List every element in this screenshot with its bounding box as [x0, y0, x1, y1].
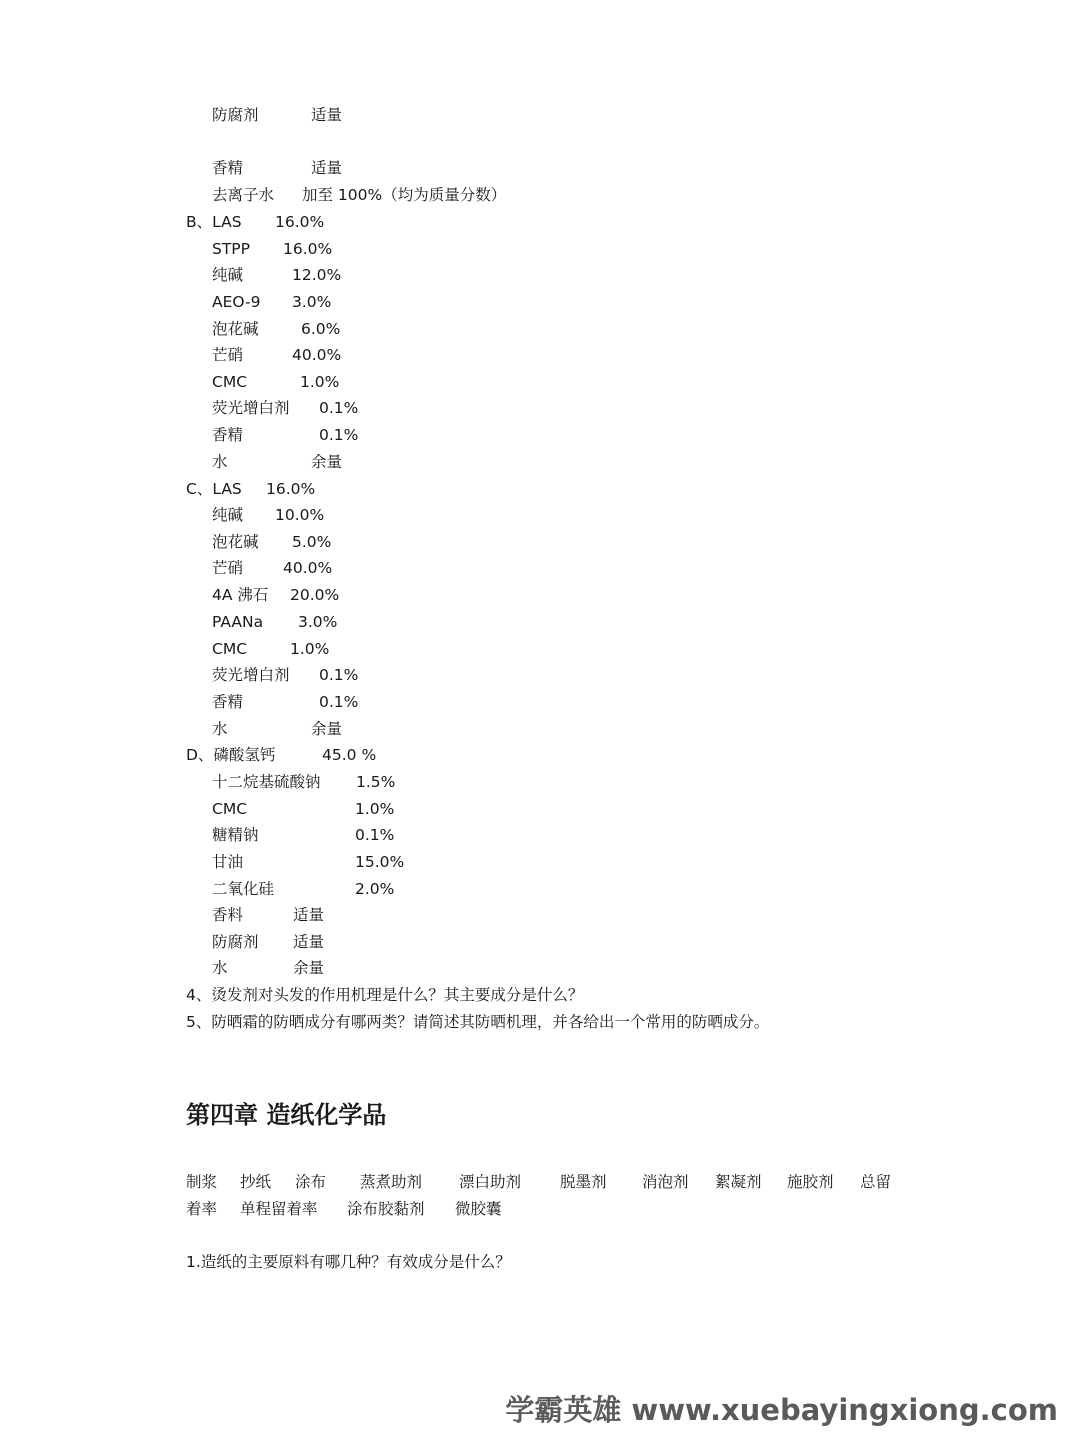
formula-row-value: 10.0% — [275, 506, 325, 524]
keyword-term: 漂白助剂 — [459, 1173, 522, 1191]
keyword-term: 涂布胶黏剂 — [347, 1200, 425, 1218]
formula-row-value: 45.0 % — [322, 746, 377, 764]
formula-row-value: 3.0% — [292, 293, 332, 311]
formula-row-value: 16.0% — [266, 480, 316, 498]
formula-row-value: 余量 — [311, 453, 343, 471]
formula-row-value: 6.0% — [301, 320, 341, 338]
formula-row-label: 香精 — [212, 159, 244, 177]
formula-row-label: 去离子水 — [212, 186, 275, 204]
formula-row-label: C、LAS — [186, 480, 242, 498]
formula-row-value: 适量 — [293, 933, 325, 951]
formula-row-label: 香精 — [212, 693, 244, 711]
formula-row-label: 甘油 — [212, 853, 244, 871]
formula-row-value: 0.1% — [319, 666, 359, 684]
question-item: 4、烫发剂对头发的作用机理是什么？其主要成分是什么？ — [186, 986, 584, 1004]
formula-row-label: CMC — [212, 640, 248, 658]
keyword-term: 总留 — [860, 1173, 892, 1191]
formula-row-label: 荧光增白剂 — [212, 666, 290, 684]
formula-row-value: 余量 — [293, 959, 325, 977]
formula-row-value: 5.0% — [292, 533, 332, 551]
formula-row-value: 适量 — [311, 106, 343, 124]
formula-row-value: 2.0% — [355, 880, 395, 898]
formula-row-value: 适量 — [293, 906, 325, 924]
formula-row-label: 水 — [212, 720, 228, 738]
formula-row-label: B、LAS — [186, 213, 242, 231]
keyword-term: 蒸煮助剂 — [360, 1173, 423, 1191]
formula-row-value: 加至 100%（均为质量分数） — [302, 186, 507, 204]
formula-row-value: 0.1% — [319, 426, 359, 444]
keyword-term: 制浆 — [186, 1173, 218, 1191]
formula-row-value: 16.0% — [275, 213, 325, 231]
formula-row-label: PAANa — [212, 613, 264, 631]
formula-row-label: 十二烷基硫酸钠 — [212, 773, 321, 791]
keyword-term: 消泡剂 — [642, 1173, 689, 1191]
formula-row-label: 泡花碱 — [212, 320, 259, 338]
formula-row-label: 香料 — [212, 906, 244, 924]
keyword-term: 微胶囊 — [455, 1200, 502, 1218]
formula-row-label: 水 — [212, 453, 228, 471]
formula-row-value: 16.0% — [283, 240, 333, 258]
formula-row-value: 3.0% — [298, 613, 338, 631]
formula-row-value: 15.0% — [355, 853, 405, 871]
keyword-term: 抄纸 — [240, 1173, 272, 1191]
question-item: 5、防晒霜的防晒成分有哪两类？请简述其防晒机理，并各给出一个常用的防晒成分。 — [186, 1013, 770, 1031]
formula-row-label: CMC — [212, 373, 248, 391]
formula-row-value: 余量 — [311, 720, 343, 738]
formula-row-label: STPP — [212, 240, 251, 258]
formula-row-value: 1.0% — [355, 800, 395, 818]
formula-row-value: 1.0% — [300, 373, 340, 391]
formula-row-label: 荧光增白剂 — [212, 399, 290, 417]
formula-row-value: 0.1% — [319, 399, 359, 417]
formula-row-label: 二氧化硅 — [212, 880, 275, 898]
formula-row-value: 0.1% — [355, 826, 395, 844]
formula-row-label: CMC — [212, 800, 248, 818]
question-1: 1.造纸的主要原料有哪几种？有效成分是什么？ — [186, 1253, 511, 1271]
formula-row-value: 40.0% — [292, 346, 342, 364]
formula-row-value: 20.0% — [290, 586, 340, 604]
formula-row-value: 1.0% — [290, 640, 330, 658]
formula-row-value: 适量 — [311, 159, 343, 177]
formula-row-label: 泡花碱 — [212, 533, 259, 551]
formula-row-label: 防腐剂 — [212, 933, 259, 951]
formula-row-label: D、磷酸氢钙 — [186, 746, 276, 764]
formula-row-value: 0.1% — [319, 693, 359, 711]
formula-row-value: 40.0% — [283, 559, 333, 577]
formula-row-label: 纯碱 — [212, 266, 244, 284]
formula-row-label: 4A 沸石 — [212, 586, 269, 604]
keyword-term: 着率 — [186, 1200, 218, 1218]
keyword-term: 脱墨剂 — [560, 1173, 607, 1191]
keyword-term: 絮凝剂 — [715, 1173, 762, 1191]
formula-row-label: AEO-9 — [212, 293, 261, 311]
formula-row-label: 水 — [212, 959, 228, 977]
formula-row-label: 香精 — [212, 426, 244, 444]
keyword-term: 单程留着率 — [240, 1200, 318, 1218]
watermark: 学霸英雄 www.xuebayingxiong.com — [505, 1393, 1058, 1427]
formula-row-label: 糖精钠 — [212, 826, 259, 844]
keyword-term: 涂布 — [295, 1173, 327, 1191]
chapter-title: 第四章 造纸化学品 — [186, 1101, 387, 1129]
formula-row-value: 12.0% — [292, 266, 342, 284]
keyword-term: 施胶剂 — [787, 1173, 834, 1191]
formula-row-label: 防腐剂 — [212, 106, 259, 124]
formula-row-label: 纯碱 — [212, 506, 244, 524]
formula-row-value: 1.5% — [356, 773, 396, 791]
formula-row-label: 芒硝 — [212, 346, 244, 364]
formula-row-label: 芒硝 — [212, 559, 244, 577]
